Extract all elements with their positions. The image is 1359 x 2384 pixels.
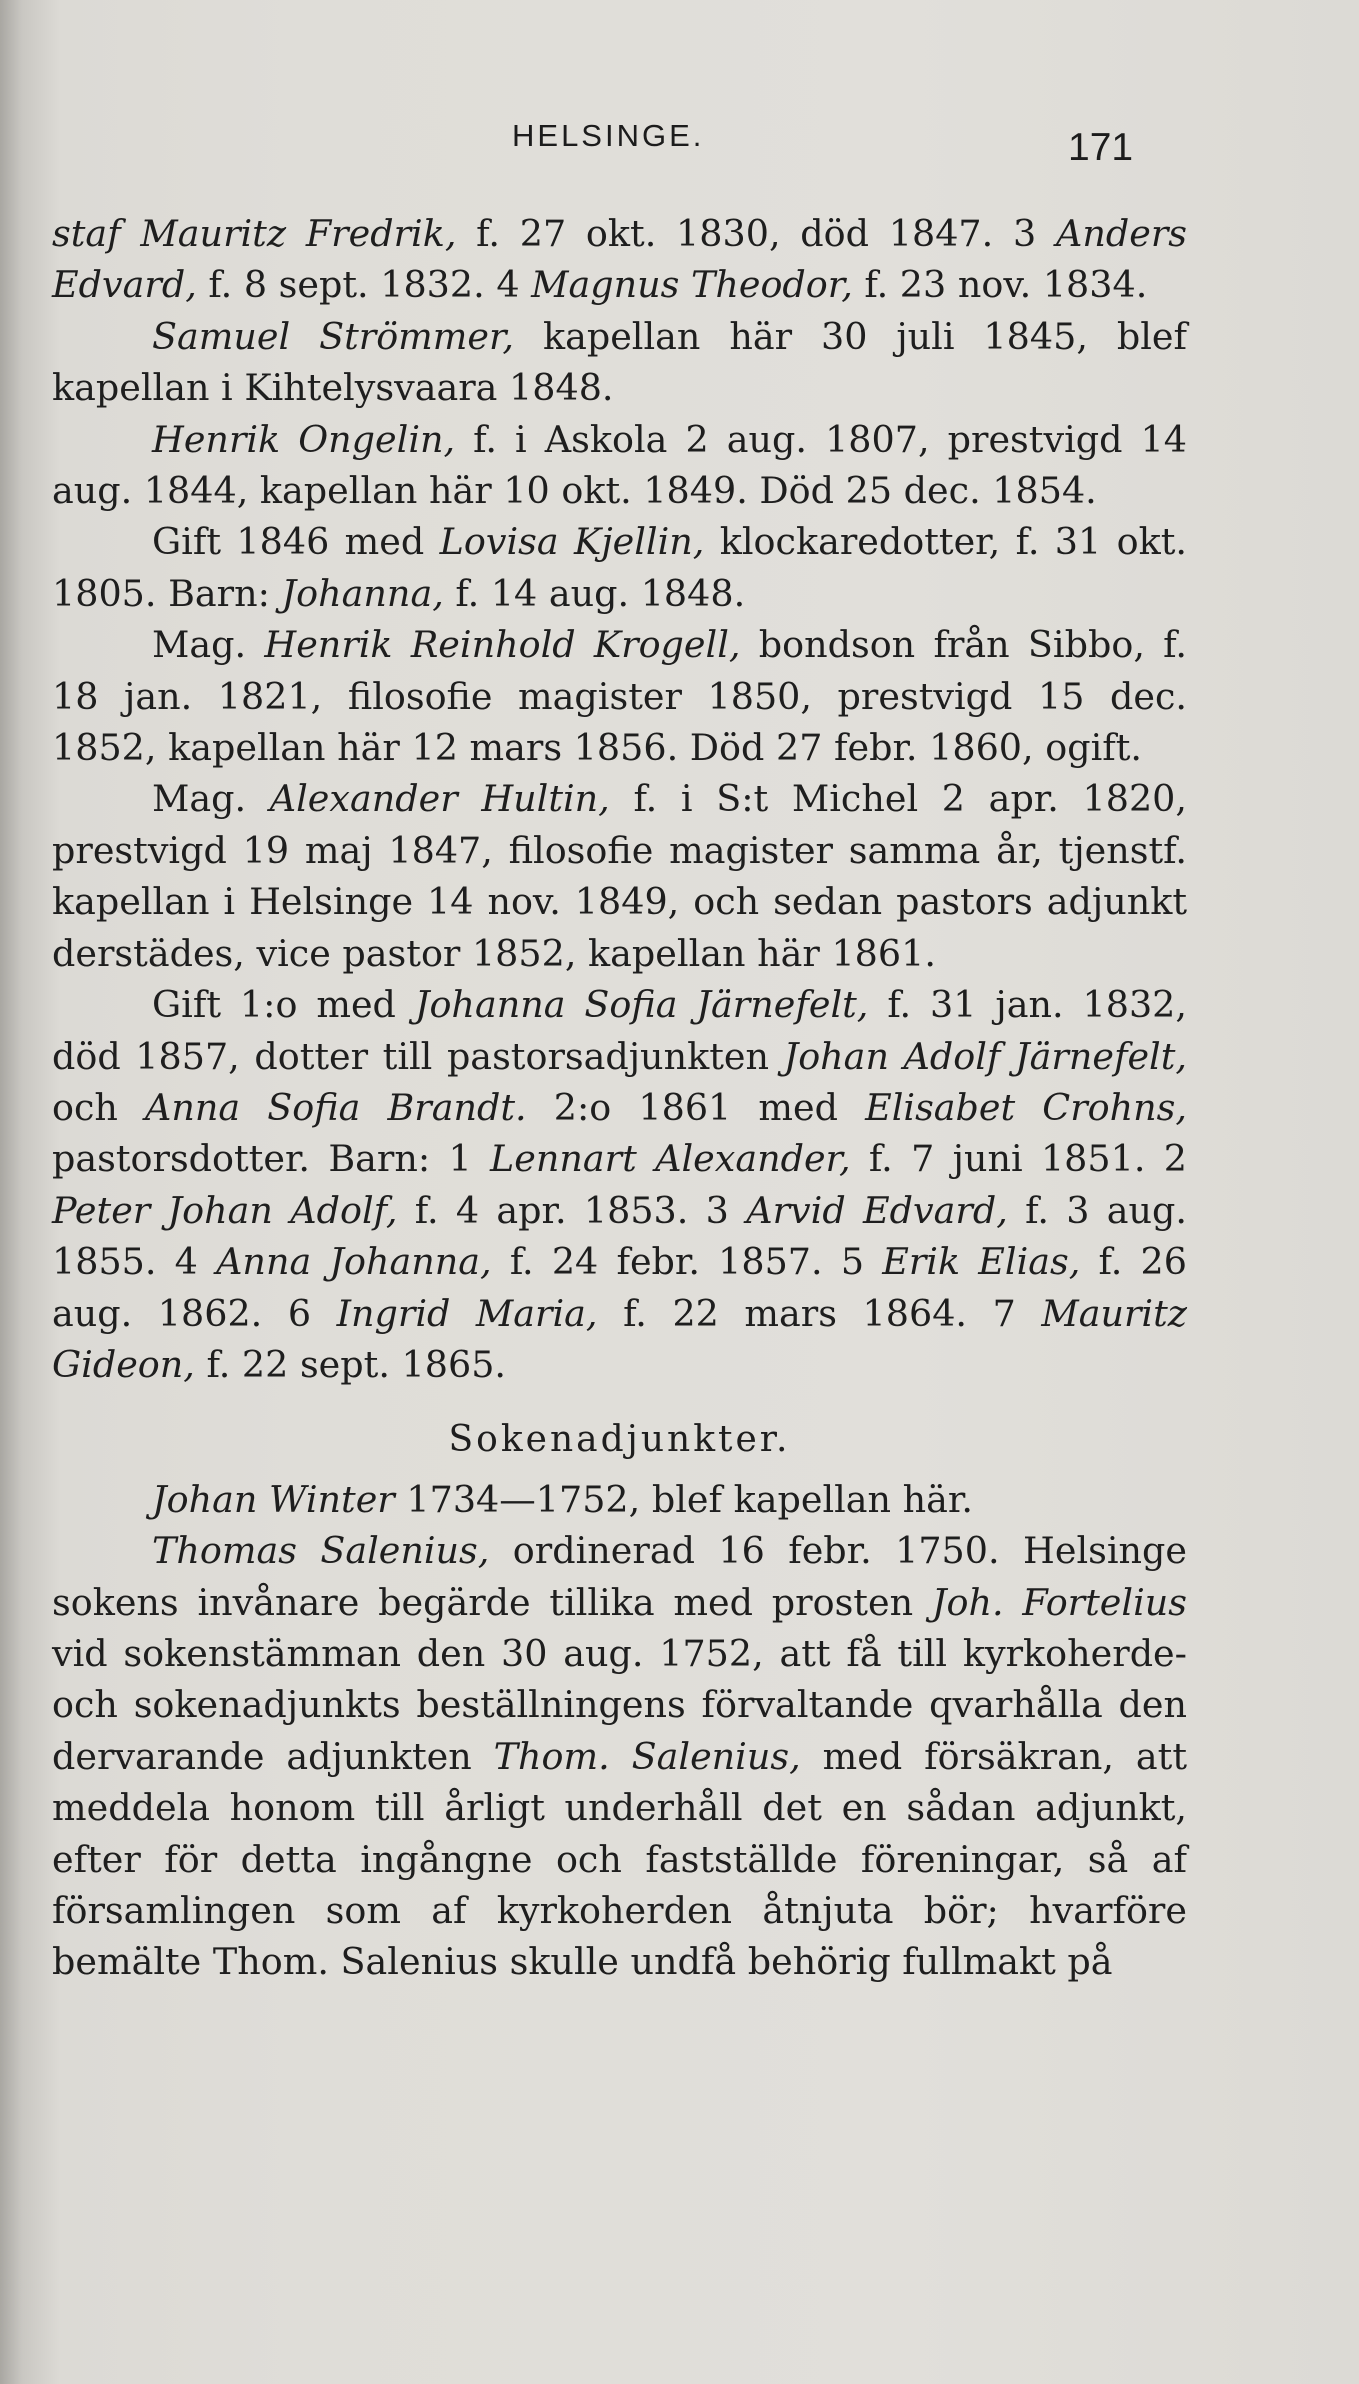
italic-name-segment: Lennart Alexander, xyxy=(490,1137,851,1181)
text-segment: f. 7 juni 1851. 2 xyxy=(850,1137,1188,1181)
italic-name-segment: Thomas Salenius, xyxy=(152,1529,490,1573)
italic-name-segment: Joh. Fortelius xyxy=(931,1580,1187,1624)
text-segment: f. 27 okt. 1830, död 1847. 3 xyxy=(456,212,1056,255)
text-segment: ordinerad 16 febr. 1750. Helsinge sokens invånare begärde tillika med prosten xyxy=(52,1529,1187,1624)
text-segment: f. 4 apr. 1853. 3 xyxy=(397,1188,747,1232)
text-segment: f. 14 aug. 1848. xyxy=(443,571,746,615)
text-segment: kapellan här 30 juli 1845, blef kapellan i Kihtelysvaara 1848. xyxy=(52,314,1187,410)
italic-name-segment: Erik Elias, xyxy=(882,1240,1081,1284)
text-segment: pastorsdotter. Barn: 1 xyxy=(52,1137,491,1181)
text-segment: f. 24 febr. 1857. 5 xyxy=(491,1240,883,1284)
text-segment: bondson från Sibbo, f. 18 jan. 1821, filosofie magister 1850, prestvigd 15 dec. 1852, kapellan här 12 mars 1856. Död 27 febr. 1860, ogift. xyxy=(52,623,1187,770)
section-heading: Sokenadjunkter. xyxy=(448,1419,791,1461)
text-segment: och xyxy=(52,1085,146,1129)
italic-name-segment: Johanna, xyxy=(281,571,444,615)
text-segment: vid sokenstämman den 30 aug. 1752, att få till kyrkoherde- och sokenadjunkts beställningens förvaltande qvarhålla den dervarande adjunkten xyxy=(52,1631,1187,1778)
running-header xyxy=(0,118,1359,178)
text-segment: Gift 1846 med xyxy=(152,520,440,564)
italic-name-segment: Anders Edvard, xyxy=(52,212,1187,307)
italic-name-segment: Johan Adolf Järnefelt, xyxy=(783,1034,1187,1078)
paragraph xyxy=(52,516,1187,619)
italic-name-segment: Anna Johanna, xyxy=(216,1240,492,1284)
italic-name-segment: Samuel Strömmer, xyxy=(152,314,515,358)
italic-name-segment: Arvid Edvard, xyxy=(746,1188,1008,1232)
italic-name-segment: Peter Johan Adolf, xyxy=(52,1188,398,1232)
text-segment: f. 3 aug. 1855. 4 xyxy=(52,1188,1188,1284)
italic-name-segment: Johan Winter xyxy=(152,1477,395,1521)
italic-name-segment: Anna Sofia Brandt. xyxy=(145,1085,527,1129)
paragraph xyxy=(52,619,1187,773)
text-segment: f. 22 mars 1864. 7 xyxy=(597,1291,1042,1335)
text-segment: f. 31 jan. 1832, död 1857, dotter till pastorsadjunkten xyxy=(52,983,1187,1078)
italic-name-segment: Magnus Theodor, xyxy=(531,263,853,307)
running-title: HELSINGE. xyxy=(512,118,705,153)
italic-name-segment: Lovisa Kjellin, xyxy=(439,520,705,564)
paragraph xyxy=(52,414,1187,517)
text-segment: Mag. xyxy=(152,623,265,667)
italic-name-segment: Ingrid Maria, xyxy=(336,1291,598,1335)
italic-name-segment: Thom. Salenius, xyxy=(493,1734,801,1778)
paragraph xyxy=(52,979,1187,1390)
text-segment: klockaredotter, f. 31 okt. 1805. Barn: xyxy=(52,520,1188,615)
text-segment: 2:o 1861 med xyxy=(526,1085,866,1129)
italic-name-segment: Alexander Hultin, xyxy=(269,777,610,821)
italic-name-segment: Elisabet Crohns, xyxy=(865,1085,1188,1129)
text-segment: f. 26 aug. 1862. 6 xyxy=(52,1240,1187,1335)
paragraph xyxy=(52,208,1187,311)
italic-name-segment: staf Mauritz Fredrik, xyxy=(52,212,457,255)
body-text xyxy=(52,208,1187,1988)
italic-name-segment: Henrik Ongelin, xyxy=(152,417,456,461)
text-segment: f. i Askola 2 aug. 1807, prestvigd 14 aug. 1844, kapellan här 10 okt. 1849. Död 25 dec. 1854. xyxy=(52,417,1187,513)
paragraph xyxy=(52,1474,1187,1525)
text-segment: Gift 1:o med xyxy=(152,983,415,1027)
paragraph xyxy=(52,311,1187,414)
text-segment: f. 23 nov. 1834. xyxy=(852,263,1148,307)
paragraph xyxy=(52,773,1187,979)
text-segment: f. i S:t Michel 2 apr. 1820, prestvigd 19 maj 1847, filosofie magister samma år, tjenstf. kapellan i Helsinge 14 nov. 1849, och sedan pastors adjunkt derstädes, vice pastor 1852, kapellan här 1861. xyxy=(52,777,1187,975)
page-number: 171 xyxy=(1068,126,1134,169)
text-segment: Mag. xyxy=(152,777,270,821)
italic-name-segment: Mauritz Gideon, xyxy=(52,1291,1188,1386)
italic-name-segment: Henrik Reinhold Krogell, xyxy=(264,623,741,667)
paragraph xyxy=(52,1525,1187,1988)
text-segment: f. 8 sept. 1832. 4 xyxy=(196,263,532,307)
text-segment: med försäkran, att meddela honom till årligt underhåll det en sådan adjunkt, efter för detta ingångne och fastställde föreningar, så af församlingen som af kyrkoherden åtnjuta bör; hvarföre bemälte Thom. Salenius skulle undfå behörig fullmakt på xyxy=(52,1734,1187,1984)
italic-name-segment: Johanna Sofia Järnefelt, xyxy=(414,983,869,1027)
text-segment: 1734—1752, blef kapellan här. xyxy=(394,1477,973,1521)
text-segment: f. 22 sept. 1865. xyxy=(194,1342,507,1386)
